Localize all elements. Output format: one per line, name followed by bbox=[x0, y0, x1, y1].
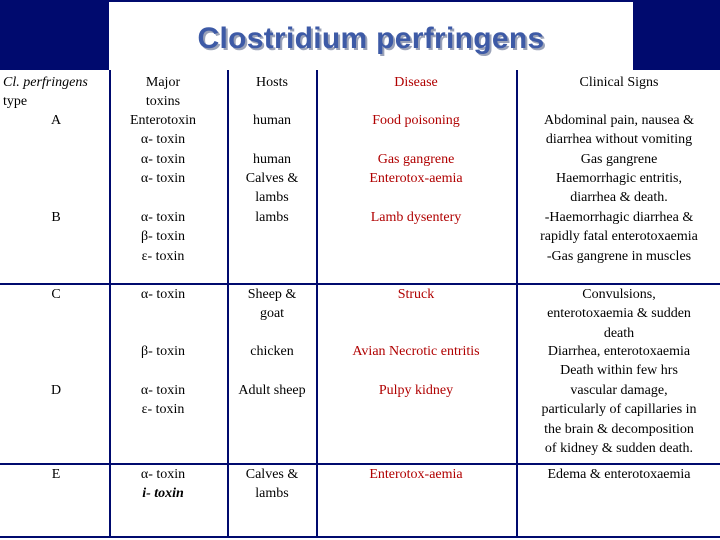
toxin: ε- toxin bbox=[141, 248, 185, 264]
type-b: B bbox=[51, 210, 61, 225]
header-hosts: Hosts bbox=[256, 75, 288, 90]
toxin: α- toxin bbox=[140, 383, 186, 398]
type-a-disease bbox=[318, 111, 514, 188]
type-c-beta-disease: Avian Necrotic entritis bbox=[352, 344, 480, 359]
host: human bbox=[252, 113, 292, 128]
type-d-disease: Pulpy kidney bbox=[378, 383, 454, 398]
sign: death bbox=[603, 325, 635, 341]
toxin: Enterotoxin bbox=[129, 113, 197, 128]
toxin: ε- toxin bbox=[141, 402, 185, 418]
title-box bbox=[109, 2, 633, 70]
type-e-disease: Enterotox-aemia bbox=[369, 467, 463, 482]
type-b-signs bbox=[518, 208, 720, 266]
host: goat bbox=[259, 306, 285, 322]
type-b-disease: Lamb dysentery bbox=[370, 210, 462, 225]
sign: diarrhea & death. bbox=[570, 190, 668, 206]
type-e-signs: Edema & enterotoxaemia bbox=[547, 467, 691, 482]
host: lambs bbox=[255, 486, 289, 502]
disease: Food poisoning bbox=[372, 113, 460, 128]
disease: Enterotox-aemia bbox=[369, 170, 463, 186]
sign: the brain & decomposition bbox=[544, 421, 694, 437]
header-type-line1: Cl. perfringens bbox=[3, 75, 88, 90]
type-b-toxins bbox=[111, 208, 215, 266]
toxin: α- toxin bbox=[140, 170, 186, 186]
header-toxins-line1: Major bbox=[145, 75, 181, 90]
type-c: C bbox=[51, 287, 61, 302]
header-type bbox=[3, 73, 109, 112]
type-c-beta-toxin: β- toxin bbox=[140, 344, 186, 359]
toxin: β- toxin bbox=[140, 229, 186, 245]
type-a-hosts bbox=[229, 111, 315, 207]
type-c-beta-host: chicken bbox=[250, 344, 294, 359]
host: Sheep & bbox=[247, 287, 297, 302]
sign: Convulsions, bbox=[582, 287, 656, 302]
type-d-toxins bbox=[111, 381, 215, 420]
disease: Gas gangrene bbox=[377, 151, 455, 167]
sign: vascular damage, bbox=[570, 383, 668, 398]
toxin: α- toxin bbox=[140, 151, 186, 167]
toxin: α- toxin bbox=[140, 210, 186, 225]
header-type-line2: type bbox=[3, 94, 28, 110]
type-c-beta-signs bbox=[518, 342, 720, 381]
type-a-signs bbox=[518, 111, 720, 207]
type-e-hosts bbox=[229, 465, 315, 504]
header-toxins bbox=[111, 73, 215, 112]
sign: Gas gangrene bbox=[580, 151, 658, 167]
header-disease: Disease bbox=[394, 75, 438, 90]
row-divider bbox=[0, 536, 720, 538]
sign: of kidney & sudden death. bbox=[544, 440, 694, 456]
type-d-signs bbox=[518, 381, 720, 458]
sign: rapidly fatal enterotoxaemia bbox=[540, 229, 698, 245]
type-d-hosts: Adult sheep bbox=[238, 383, 306, 398]
type-d: D bbox=[50, 383, 62, 398]
sign: diarrhea without vomiting bbox=[545, 132, 693, 148]
toxin: α- toxin bbox=[140, 132, 186, 148]
header-clinical-signs: Clinical Signs bbox=[579, 75, 659, 90]
header-toxins-line2: toxins bbox=[145, 94, 181, 110]
sign: -Gas gangrene in muscles bbox=[546, 248, 692, 264]
sign: Death within few hrs bbox=[560, 363, 678, 379]
host: lambs bbox=[255, 190, 289, 206]
type-c-signs bbox=[518, 285, 720, 343]
sign: enterotoxaemia & sudden bbox=[547, 306, 691, 322]
sign: Abdominal pain, nausea & bbox=[543, 113, 695, 128]
host: Calves & bbox=[245, 467, 299, 482]
host: Calves & bbox=[245, 170, 299, 186]
type-b-hosts: lambs bbox=[255, 210, 289, 225]
sign: particularly of capillaries in bbox=[541, 402, 697, 418]
toxin: i- toxin bbox=[142, 486, 184, 502]
type-e: E bbox=[51, 467, 61, 482]
type-c-toxins: α- toxin bbox=[140, 287, 186, 302]
type-e-toxins bbox=[111, 465, 215, 504]
sign: -Haemorrhagic diarrhea & bbox=[544, 210, 694, 225]
sign: Diarrhea, enterotoxaemia bbox=[547, 344, 691, 359]
sign: Haemorrhagic entritis, bbox=[556, 170, 682, 186]
toxin: α- toxin bbox=[140, 467, 186, 482]
page-title: Clostridium perfringens bbox=[197, 22, 545, 55]
type-a-toxins bbox=[111, 111, 215, 188]
type-a: A bbox=[50, 113, 62, 128]
host: human bbox=[252, 151, 292, 167]
type-c-hosts bbox=[229, 285, 315, 324]
type-c-disease: Struck bbox=[397, 287, 435, 302]
